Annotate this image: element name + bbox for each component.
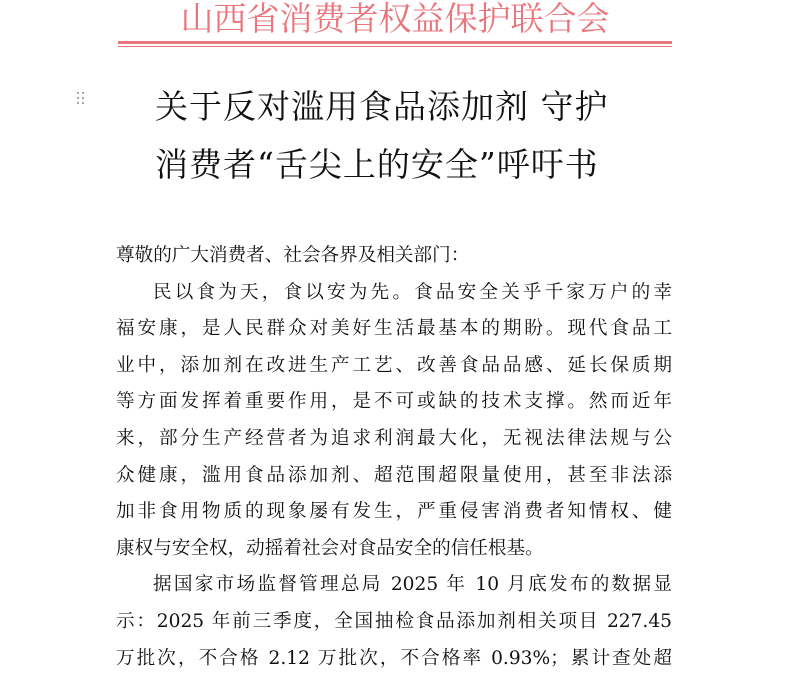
paragraph-line: 据国家市场监督管理总局 2025 年 10 月底发布的数据显: [153, 574, 672, 596]
drag-handle-icon[interactable]: [77, 92, 87, 108]
paragraph-line: 民以食为天，食以安为先。食品安全关乎千家万户的幸: [153, 281, 672, 303]
header-rule-thin: [118, 46, 672, 47]
paragraph-line: 来，部分生产经营者为追求利润最大化，无视法律法规与公: [116, 427, 672, 449]
paragraph-line: 业中，添加剂在改进生产工艺、改善食品品感、延长保质期: [116, 354, 672, 376]
header-rule-thick: [118, 41, 672, 44]
paragraph-line: 康权与安全权，动摇着社会对食品安全的信任根基。: [116, 537, 544, 559]
paragraph-line: 万批次，不合格 2.12 万批次，不合格率 0.93%；累计查处超: [116, 647, 672, 669]
document-title-line: 消费者“舌尖上的安全”呼吁书: [155, 145, 599, 184]
paragraph-line: 加非食用物质的现象屡有发生，严重侵害消费者知情权、健: [116, 501, 672, 523]
paragraph-line: 福安康，是人民群众对美好生活最基本的期盼。现代食品工: [116, 318, 672, 340]
salutation: 尊敬的广大消费者、社会各界及相关部门：: [116, 245, 470, 266]
document-title[interactable]: [155, 78, 675, 194]
document-title-line: 关于反对滥用食品添加剂 守护: [155, 87, 609, 126]
paragraph-line: 众健康，滥用食品添加剂、超范围超限量使用，甚至非法添: [116, 464, 672, 486]
organization-header: 山西省消费者权益保护联合会: [180, 0, 610, 38]
paragraph-line: 示：2025 年前三季度，全国抽检食品添加剂相关项目 227.45: [116, 610, 672, 632]
paragraph-line: 等方面发挥着重要作用，是不可或缺的技术支撑。然而近年: [116, 391, 672, 413]
document-body[interactable]: [116, 238, 672, 677]
